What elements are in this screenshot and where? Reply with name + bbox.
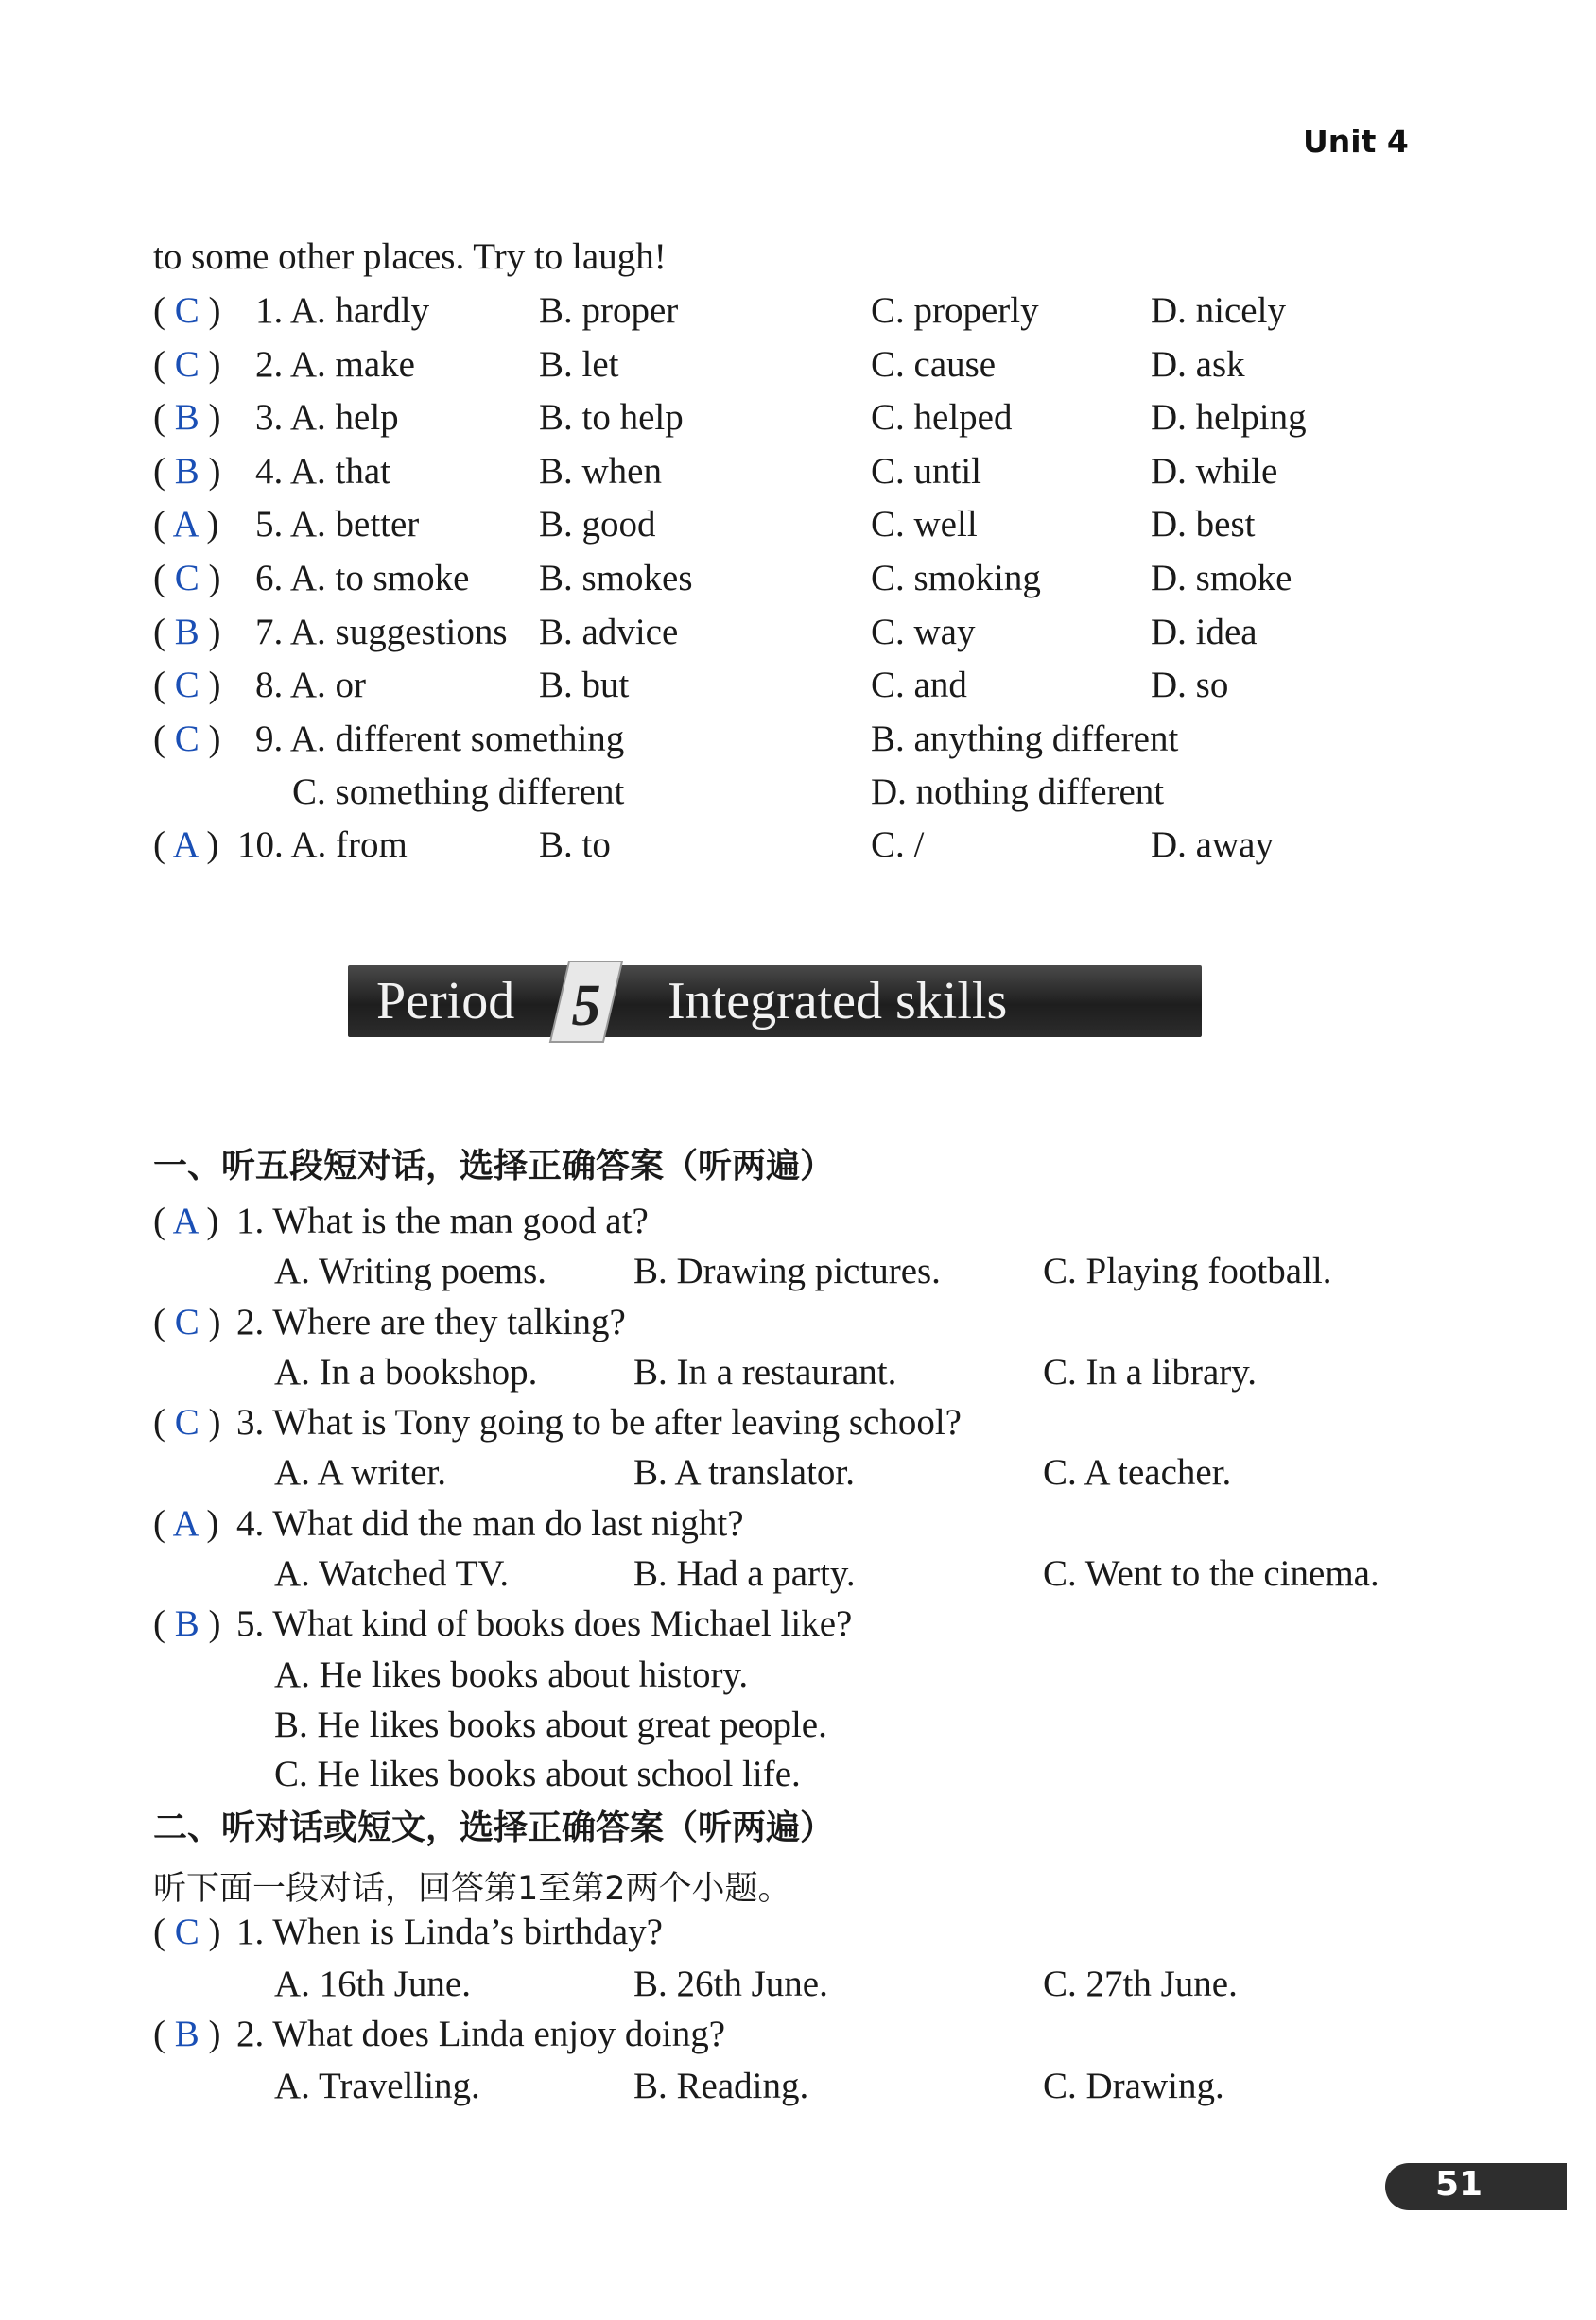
passage-tail: to some other places. Try to laugh! [153,236,667,277]
question-text: 2. What does Linda enjoy doing? [236,2014,725,2054]
option-c: C. cause [871,343,997,385]
option-b: B. Had a party. [633,1552,856,1594]
option-d: D. idea [1151,611,1258,652]
option-b: B. to [539,824,611,865]
option-b: B. proper [539,290,679,331]
option-a: A. 16th June. [274,1964,471,2004]
option-a: 5. A. better [255,504,420,545]
option-a: 2. A. make [255,343,415,385]
answer-letter: C [174,558,200,598]
option-c: C. and [871,665,967,706]
option-b: B. Drawing pictures. [633,1251,941,1291]
option-a: 1. A. hardly [255,290,430,331]
answer-letter: C [174,665,200,706]
answer-paren: ( C ) [153,1402,221,1443]
option-b: B. In a restaurant. [633,1351,897,1393]
option-d: D. nothing different [871,771,1165,812]
section-2-intro: 听下面一段对话，回答第1至第2两个小题。 [153,1870,791,1908]
option-b: B. to help [539,397,684,439]
answer-paren: ( C ) [153,1301,221,1342]
answer-letter: C [174,1301,200,1342]
answer-paren: ( B ) [153,450,221,492]
option-d: D. nicely [1151,290,1286,331]
option-d: D. away [1151,824,1274,865]
option-a: 10. A. from [237,824,408,865]
option-d: D. helping [1151,397,1307,439]
option-b: B. good [539,504,656,545]
answer-paren: ( C ) [153,1912,221,1952]
question-text: 4. What did the man do last night? [236,1502,744,1544]
answer-paren: ( B ) [153,1603,221,1644]
section-2-title: 二、听对话或短文，选择正确答案（听两遍） [153,1809,835,1847]
option-a: 9. A. different something [255,719,625,759]
option-b: B. He likes books about great people. [274,1705,827,1745]
section-1-title: 一、听五段短对话，选择正确答案（听两遍） [153,1147,835,1186]
option-b: B. advice [539,611,679,652]
question-text: 5. What kind of books does Michael like? [236,1603,853,1644]
option-a: A. Watched TV. [274,1552,510,1594]
answer-letter: C [174,343,200,385]
answer-paren: ( B ) [153,397,221,439]
option-c: C. well [871,504,978,545]
unit-header: Unit 4 [1303,123,1409,160]
option-c: C. Drawing. [1043,2066,1224,2106]
answer-letter: A [172,824,198,865]
option-c: C. properly [871,290,1039,331]
period-title: Integrated skills [668,972,1008,1030]
option-c: C. smoking [871,558,1041,598]
answer-letter: A [172,1201,198,1241]
answer-letter: B [174,2014,200,2054]
option-d: D. best [1151,504,1256,545]
answer-paren: ( A ) [153,1201,219,1241]
answer-letter: C [174,719,200,759]
option-b: B. Reading. [633,2066,809,2106]
option-a: 3. A. help [255,397,399,439]
option-a: 6. A. to smoke [255,558,470,598]
option-c: C. A teacher. [1043,1452,1232,1493]
answer-paren: ( A ) [153,504,219,545]
answer-letter: C [174,290,200,331]
option-b: B. smokes [539,558,693,598]
answer-paren: ( C ) [153,290,221,331]
option-c: C. until [871,450,982,492]
answer-letter: B [174,397,200,439]
answer-letter: B [174,450,200,492]
option-c: C. / [871,824,925,865]
option-b: B. when [539,450,662,492]
option-a: 7. A. suggestions [255,611,508,652]
option-d: D. ask [1151,343,1245,385]
option-c: C. something different [292,771,625,812]
option-c: C. Playing football. [1043,1251,1332,1291]
option-a: A. Travelling. [274,2066,480,2106]
option-a: A. He likes books about history. [274,1654,749,1695]
option-a: A. A writer. [274,1452,446,1493]
option-c: C. helped [871,397,1013,439]
option-d: D. while [1151,450,1278,492]
question-text: 2. Where are they talking? [236,1301,626,1342]
option-a: A. In a bookshop. [274,1351,538,1393]
option-c: C. In a library. [1043,1351,1257,1393]
answer-paren: ( A ) [153,1502,219,1544]
option-a: 8. A. or [255,665,366,706]
answer-letter: C [174,1402,200,1443]
option-c: C. 27th June. [1043,1964,1238,2004]
answer-letter: B [174,1603,200,1644]
answer-paren: ( B ) [153,611,221,652]
answer-paren: ( A ) [153,824,219,865]
option-b: B. but [539,665,630,706]
option-c: C. way [871,611,976,652]
period-label: Period [376,972,515,1030]
option-a: 4. A. that [255,450,390,492]
option-c: C. Went to the cinema. [1043,1552,1379,1594]
answer-letter: C [174,1912,200,1952]
option-b: B. let [539,343,619,385]
answer-letter: A [172,504,198,545]
answer-letter: B [174,611,200,652]
answer-paren: ( C ) [153,343,221,385]
option-b: B. 26th June. [633,1964,828,2004]
option-b: B. A translator. [633,1452,855,1493]
answer-paren: ( C ) [153,665,221,706]
option-d: D. smoke [1151,558,1292,598]
answer-paren: ( C ) [153,558,221,598]
question-text: 3. What is Tony going to be after leaving school? [236,1402,962,1443]
option-c: C. He likes books about school life. [274,1754,801,1794]
question-text: 1. When is Linda’s birthday? [236,1912,663,1952]
option-b: B. anything different [871,719,1179,759]
period-number-badge [548,957,624,1047]
option-a: A. Writing poems. [274,1251,547,1291]
page-number: 51 [1435,2165,1483,2204]
answer-paren: ( C ) [153,719,221,759]
question-text: 1. What is the man good at? [236,1201,649,1241]
period-number: 5 [571,974,601,1038]
option-d: D. so [1151,665,1229,706]
answer-letter: A [172,1502,198,1544]
answer-paren: ( B ) [153,2014,221,2054]
